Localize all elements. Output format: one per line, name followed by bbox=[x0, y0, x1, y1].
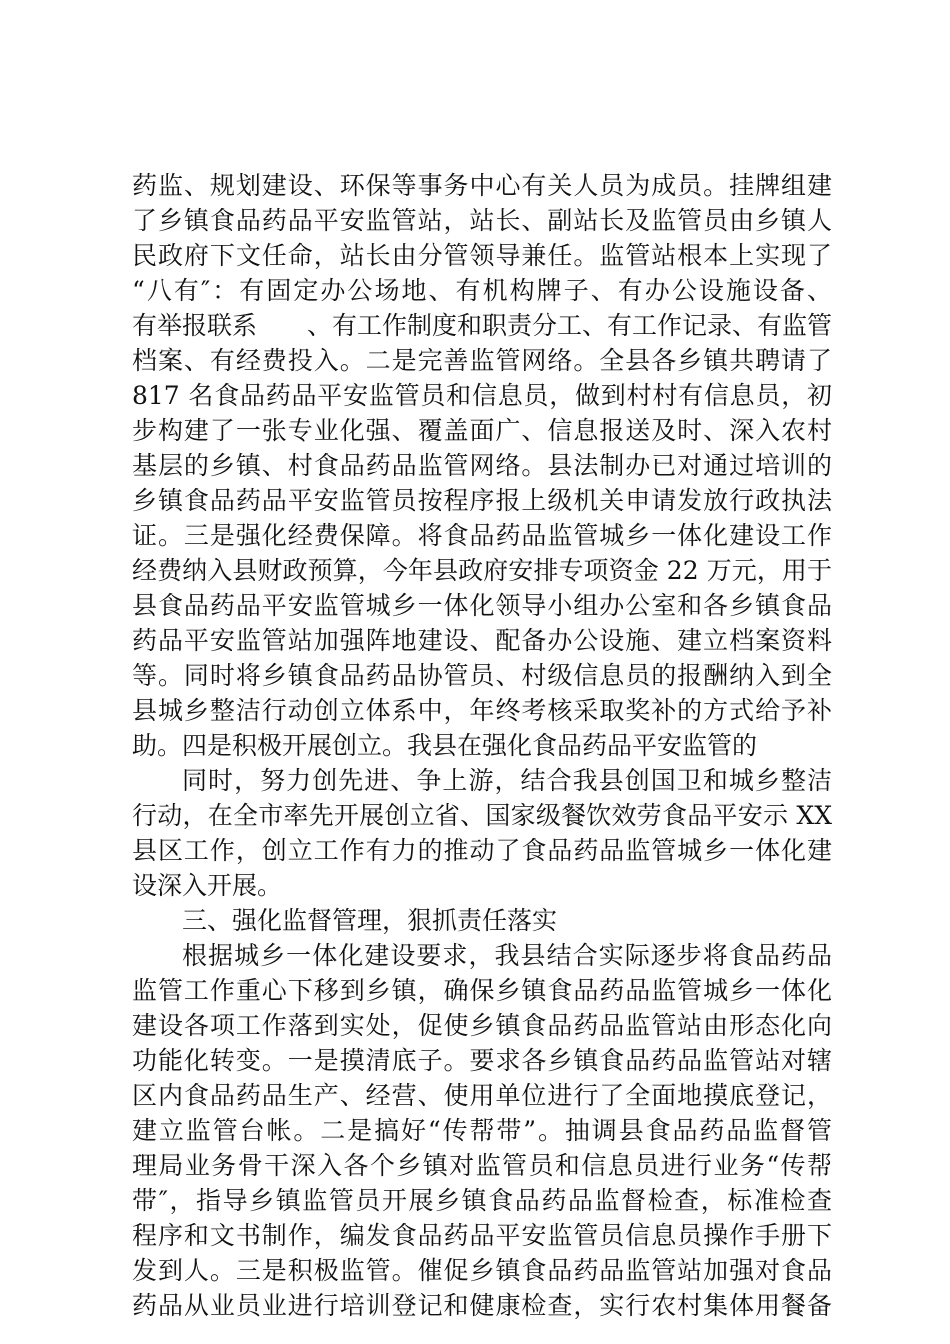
heading-text: 三、强化监督管理，狠抓责任落实 bbox=[182, 906, 558, 935]
text-line: 功能化转变。一是摸清底子。要求各乡镇食品药品监管站对辖 bbox=[132, 1046, 832, 1075]
text-line: “八有″：有固定办公场地、有机构牌子、有办公设施设备、 bbox=[132, 276, 832, 305]
text-line: 经费纳入县财政预算，今年县政府安排专项资金 22 万元，用于 bbox=[132, 556, 832, 585]
text-line: 建设各项工作落到实处，促使乡镇食品药品监管站由形态化向 bbox=[132, 1011, 832, 1040]
text-line: 药品从业员业进行培训登记和健康检查，实行农村集体用餐备 bbox=[132, 1291, 832, 1320]
text-line: 步构建了一张专业化强、覆盖面广、信息报送及时、深入农村 bbox=[132, 416, 832, 445]
paragraph-1 bbox=[132, 168, 832, 763]
text-line: 等。同时将乡镇食品药品协管员、村级信息员的报酬纳入到全 bbox=[132, 661, 832, 690]
paragraph-3 bbox=[132, 938, 832, 1323]
text-line: 助。四是积极开展创立。我县在强化食品药品平安监管的 bbox=[132, 731, 758, 760]
text-line: 817 名食品药品平安监管员和信息员，做到村村有信息员，初 bbox=[132, 381, 832, 410]
text-line: 同时，努力创先进、争上游，结合我县创国卫和城乡整洁 bbox=[182, 766, 832, 795]
text-line: 监管工作重心下移到乡镇，确保乡镇食品药品监管城乡一体化 bbox=[132, 976, 832, 1005]
text-line: 档案、有经费投入。二是完善监管网络。全县各乡镇共聘请了 bbox=[132, 346, 832, 375]
section-heading bbox=[132, 903, 832, 938]
text-line: 县食品药品平安监管城乡一体化领导小组办公室和各乡镇食品 bbox=[132, 591, 832, 620]
paragraph-2 bbox=[132, 763, 832, 903]
text-line: 县城乡整洁行动创立体系中，年终考核采取奖补的方式给予补 bbox=[132, 696, 832, 725]
text-line: 理局业务骨干深入各个乡镇对监管员和信息员进行业务“传帮 bbox=[132, 1151, 832, 1180]
text-line: 药品平安监管站加强阵地建设、配备办公设施、建立档案资料 bbox=[132, 626, 832, 655]
text-line: 证。三是强化经费保障。将食品药品监管城乡一体化建设工作 bbox=[132, 521, 832, 550]
text-line: 行动，在全市率先开展创立省、国家级餐饮效劳食品平安示 XX bbox=[132, 801, 832, 830]
document-body bbox=[132, 168, 832, 1323]
text-line: 药监、规划建设、环保等事务中心有关人员为成员。挂牌组建 bbox=[132, 171, 832, 200]
text-line: 建立监管台帐。二是搞好“传帮带”。抽调县食品药品监督管 bbox=[132, 1116, 832, 1145]
text-line: 有举报联系 、有工作制度和职责分工、有工作记录、有监管 bbox=[132, 311, 833, 340]
text-line: 根据城乡一体化建设要求，我县结合实际逐步将食品药品 bbox=[182, 941, 832, 970]
text-line: 发到人。三是积极监管。催促乡镇食品药品监管站加强对食品 bbox=[132, 1256, 832, 1285]
text-line: 程序和文书制作，编发食品药品平安监管员信息员操作手册下 bbox=[132, 1221, 832, 1250]
text-line: 基层的乡镇、村食品药品监管网络。县法制办已对通过培训的 bbox=[132, 451, 832, 480]
text-line: 县区工作，创立工作有力的推动了食品药品监管城乡一体化建 bbox=[132, 836, 832, 865]
text-line: 民政府下文任命，站长由分管领导兼任。监管站根本上实现了 bbox=[132, 241, 832, 270]
text-line: 乡镇食品药品平安监管员按程序报上级机关申请发放行政执法 bbox=[132, 486, 832, 515]
text-line: 了乡镇食品药品平安监管站，站长、副站长及监管员由乡镇人 bbox=[132, 206, 832, 235]
text-line: 带″，指导乡镇监管员开展乡镇食品药品监督检查，标准检查 bbox=[132, 1186, 832, 1215]
text-line: 区内食品药品生产、经营、使用单位进行了全面地摸底登记， bbox=[132, 1081, 832, 1110]
text-line: 设深入开展。 bbox=[132, 871, 283, 900]
